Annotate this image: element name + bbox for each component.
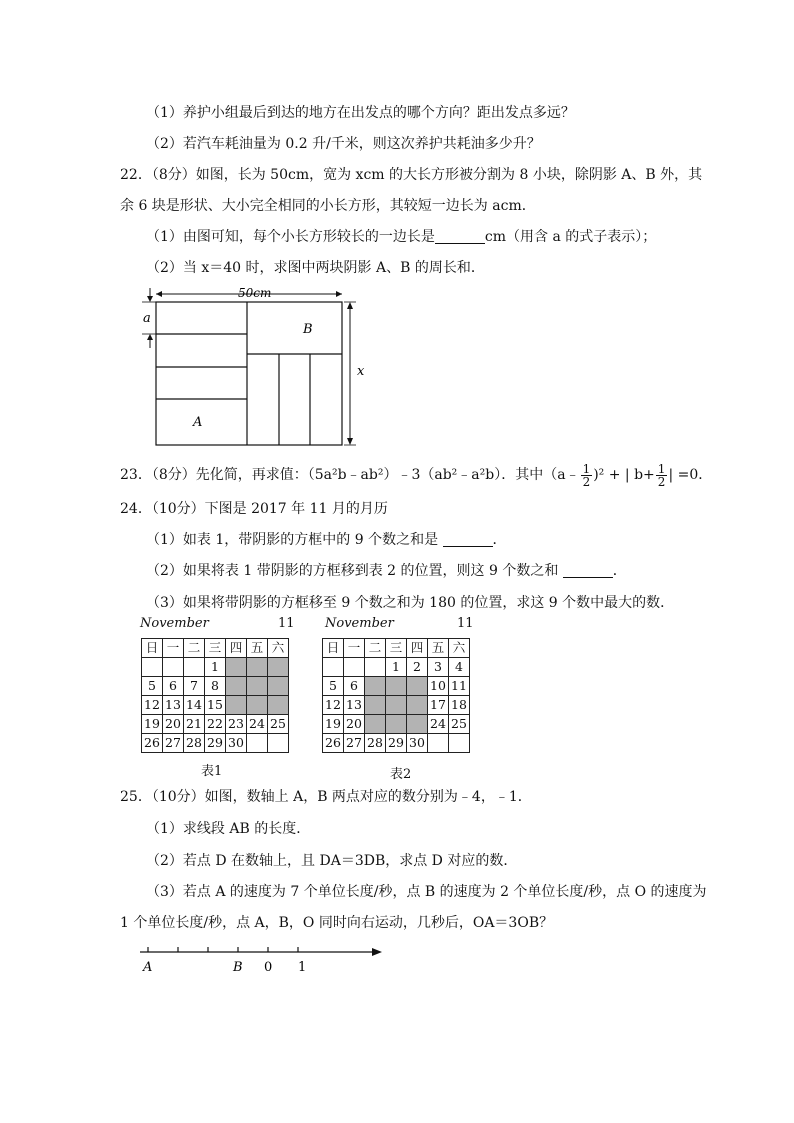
calendar-cell — [365, 715, 386, 734]
calendar-cell: 19 — [323, 715, 344, 734]
calendar-cell — [226, 658, 247, 677]
q23-end: | =0． — [668, 467, 713, 483]
weekday-header: 二 — [184, 639, 205, 658]
calendar-cell: 1 — [386, 658, 407, 677]
q21-part2: （2）若汽车耗油量为 0.2 升/千米，则这次养护共耗油多少升？ — [146, 136, 541, 152]
q24-part2: （2）如果将表 1 带阴影的方框移到表 2 的位置，则这 9 个数之和 ． — [146, 563, 627, 579]
q25-stem: 25．（10分）如图，数轴上 A，B 两点对应的数分别为﹣4，﹣1． — [120, 789, 532, 805]
axis-label-1: 1 — [298, 960, 307, 975]
calendar-cell: 28 — [365, 734, 386, 753]
weekday-header: 三 — [205, 639, 226, 658]
calendar-cell: 11 — [449, 677, 470, 696]
calendar-cell: 15 — [205, 696, 226, 715]
calendar-cell: 13 — [344, 696, 365, 715]
weekday-header: 五 — [247, 639, 268, 658]
calendar-cell: 5 — [142, 677, 163, 696]
calendar2-caption: 表2 — [390, 767, 412, 782]
calendar-cell: 28 — [184, 734, 205, 753]
label-a: a — [143, 311, 151, 326]
calendar-cell: 13 — [163, 696, 184, 715]
q25-part3-line2: 1 个单位长度/秒，点 A，B，O 同时向右运动，几秒后，OA＝3OB？ — [120, 915, 554, 931]
calendar-cell: 7 — [184, 677, 205, 696]
calendar-cell — [247, 658, 268, 677]
q22-answer-blank[interactable] — [435, 229, 485, 244]
calendar-cell: 1 — [205, 658, 226, 677]
q22-part1-text: （1）由图可知，每个小长方形较长的一边长是 — [146, 229, 435, 245]
calendar-cell: 4 — [449, 658, 470, 677]
weekday-header: 三 — [386, 639, 407, 658]
calendar-cell: 10 — [428, 677, 449, 696]
label-B: B — [303, 322, 313, 337]
q22-part1-unit: cm（用含 a 的式子表示）； — [484, 229, 657, 245]
calendar-cell: 6 — [163, 677, 184, 696]
calendar-cell: 12 — [142, 696, 163, 715]
calendar-cell: 3 — [428, 658, 449, 677]
calendar-cell — [365, 696, 386, 715]
q23-mid: )² + | b+ — [593, 467, 655, 483]
calendar-cell: 23 — [226, 715, 247, 734]
q23-stem — [120, 462, 712, 488]
calendar-cell — [365, 677, 386, 696]
weekday-header: 六 — [268, 639, 289, 658]
q23-fraction-1: $\frac{1}{2}$ — [582, 461, 591, 489]
calendar-cell: 24 — [247, 715, 268, 734]
weekday-header: 六 — [449, 639, 470, 658]
q22-part1 — [146, 228, 656, 246]
axis-label-B: B — [233, 960, 243, 975]
weekday-header: 四 — [226, 639, 247, 658]
q24-part3: （3）如果将带阴影的方框移至 9 个数之和为 180 的位置，求这 9 个数中最大的数． — [146, 595, 675, 611]
calendar-cell — [163, 658, 184, 677]
calendar-cell — [386, 696, 407, 715]
q21-part1: （1）养护小组最后到达的地方在出发点的哪个方向？距出发点多远？ — [146, 105, 575, 121]
q24-part1: （1）如表 1，带阴影的方框中的 9 个数之和是 ． — [146, 532, 507, 548]
calendar-cell — [386, 715, 407, 734]
calendar-cell — [247, 734, 268, 753]
calendar1-month: November — [140, 616, 209, 631]
calendar-cell — [268, 696, 289, 715]
calendar-cell: 12 — [323, 696, 344, 715]
calendar-cell: 22 — [205, 715, 226, 734]
calendar1-number: 11 — [278, 616, 295, 631]
weekday-header: 一 — [344, 639, 365, 658]
label-50cm: 50cm — [238, 286, 272, 300]
axis-label-0: 0 — [264, 960, 273, 975]
calendar-cell — [268, 677, 289, 696]
calendar-cell — [449, 734, 470, 753]
calendar-cell: 26 — [142, 734, 163, 753]
calendar-cell — [428, 734, 449, 753]
q25-part3-line1: （3）若点 A 的速度为 7 个单位长度/秒，点 B 的速度为 2 个单位长度/秒，点 O 的速度为 — [146, 884, 707, 900]
q23-text: 23．（8分）先化简，再求值：（5a²b﹣ab²）﹣3（ab²﹣a²b）．其中（a﹣ — [120, 467, 580, 483]
calendar-cell — [407, 696, 428, 715]
calendar-cell: 30 — [407, 734, 428, 753]
calendar-cell — [247, 696, 268, 715]
q23-fraction-2: $\frac{1}{2}$ — [657, 461, 666, 489]
calendar-cell — [268, 658, 289, 677]
weekday-header: 二 — [365, 639, 386, 658]
q22-stem-line1: 22．（8分）如图，长为 50cm，宽为 xcm 的大长方形被分割为 8 小块，除阴影 A、B 外，其 — [120, 167, 703, 183]
q22-part2: （2）当 x＝40 时，求图中两块阴影 A、B 的周长和． — [146, 260, 485, 276]
calendar-cell — [323, 658, 344, 677]
calendar-cell: 18 — [449, 696, 470, 715]
calendar-cell: 17 — [428, 696, 449, 715]
calendar-cell: 29 — [386, 734, 407, 753]
calendar-cell: 19 — [142, 715, 163, 734]
calendar-cell — [226, 677, 247, 696]
calendar-cell: 20 — [344, 715, 365, 734]
weekday-header: 四 — [407, 639, 428, 658]
number-line — [136, 940, 396, 976]
q24-answer-blank-1[interactable] — [443, 532, 493, 547]
calendar-cell — [365, 658, 386, 677]
weekday-header: 五 — [428, 639, 449, 658]
q25-part2: （2）若点 D 在数轴上，且 DA＝3DB，求点 D 对应的数． — [146, 853, 518, 869]
calendar-cell — [247, 677, 268, 696]
calendar-cell: 30 — [226, 734, 247, 753]
calendar-cell: 5 — [323, 677, 344, 696]
calendar2-month: November — [325, 616, 394, 631]
calendar-cell: 26 — [323, 734, 344, 753]
calendar-cell — [268, 734, 289, 753]
calendar-cell: 25 — [268, 715, 289, 734]
calendar-cell: 27 — [163, 734, 184, 753]
calendar-cell: 25 — [449, 715, 470, 734]
axis-label-A: A — [143, 960, 153, 975]
calendar-cell: 21 — [184, 715, 205, 734]
calendar-cell: 27 — [344, 734, 365, 753]
calendar-cell — [142, 658, 163, 677]
calendar-cell: 2 — [407, 658, 428, 677]
calendar-cell: 24 — [428, 715, 449, 734]
label-x: x — [357, 364, 365, 379]
weekday-header: 日 — [323, 639, 344, 658]
weekday-header: 一 — [163, 639, 184, 658]
calendar-cell — [386, 677, 407, 696]
calendar-cell — [184, 658, 205, 677]
calendar-cell: 8 — [205, 677, 226, 696]
calendar-cell: 6 — [344, 677, 365, 696]
calendar-cell: 20 — [163, 715, 184, 734]
calendar-table-1 — [141, 638, 289, 753]
calendar1-caption: 表1 — [201, 764, 223, 779]
calendar-cell: 14 — [184, 696, 205, 715]
calendar-table-2 — [322, 638, 470, 753]
calendar-cell — [407, 677, 428, 696]
calendar-cell — [344, 658, 365, 677]
weekday-header: 日 — [142, 639, 163, 658]
q24-answer-blank-2[interactable] — [563, 563, 613, 578]
q24-stem: 24．（10分）下图是 2017 年 11 月的月历 — [120, 501, 388, 517]
q22-rectangle-figure — [138, 284, 378, 454]
calendar-cell — [226, 696, 247, 715]
q22-stem-line2: 余 6 块是形状、大小完全相同的小长方形，其较短一边长为 acm． — [120, 198, 536, 214]
q25-part1: （1）求线段 AB 的长度． — [146, 821, 311, 837]
calendar2-number: 11 — [457, 616, 474, 631]
label-A: A — [193, 415, 203, 430]
calendar-cell: 29 — [205, 734, 226, 753]
calendar-cell — [407, 715, 428, 734]
